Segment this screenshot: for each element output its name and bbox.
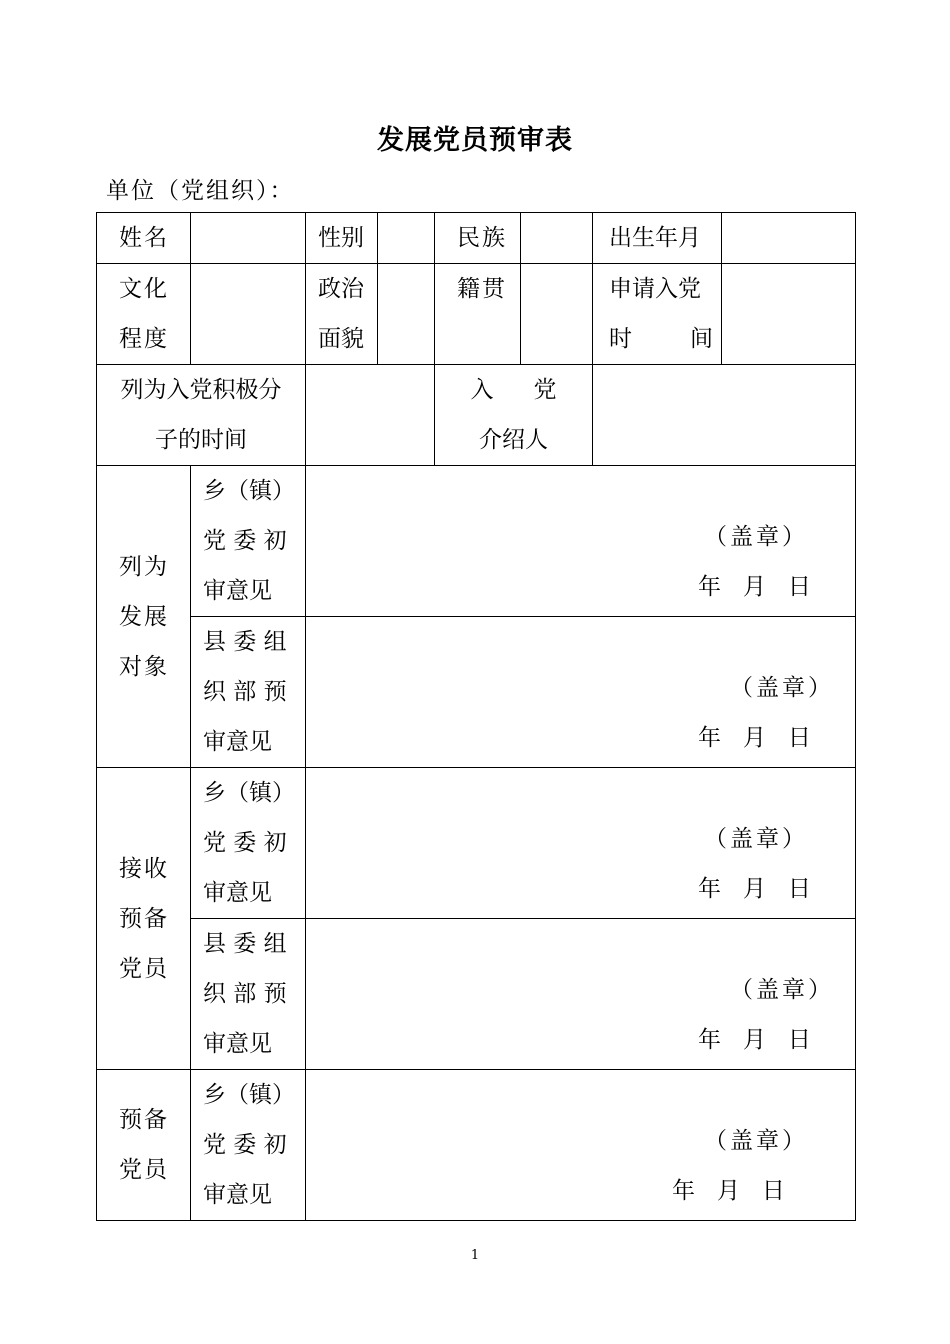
row-education (97, 264, 856, 365)
introducer-label-line2: 介绍人 (479, 427, 548, 453)
day-label: 日 (787, 574, 811, 600)
row-activist (97, 365, 856, 466)
political-field[interactable] (378, 264, 435, 365)
month-label: 月 (742, 574, 766, 600)
ethnicity-label: 民族 (435, 213, 521, 264)
page-title: 发展党员预审表 (377, 125, 573, 156)
opinion-line: 乡（镇） (203, 1082, 295, 1108)
apply-time-label (593, 264, 722, 365)
opinion-line: 乡（镇） (203, 478, 295, 504)
apply-time-char-1: 时 (609, 326, 632, 352)
row-development-town (97, 466, 856, 617)
opinion-line: 党 委 初 (203, 830, 287, 856)
introducer-field[interactable] (593, 365, 856, 466)
county-opinion-field[interactable] (306, 919, 856, 1070)
education-label-line1: 文化 (119, 276, 169, 302)
opinion-line: 审意见 (203, 578, 272, 604)
group-line: 预备 (119, 905, 169, 932)
birth-field[interactable] (722, 213, 856, 264)
row-probationary-county (97, 919, 856, 1070)
county-opinion-label (191, 617, 306, 768)
introducer-label-line1 (435, 365, 592, 415)
origin-field[interactable] (521, 264, 593, 365)
opinion-line: 审意见 (203, 729, 272, 755)
town-opinion-field[interactable] (306, 1070, 856, 1221)
opinion-line: 织 部 预 (203, 679, 287, 705)
education-label-line2: 程度 (119, 326, 169, 352)
opinion-line: 党 委 初 (203, 1132, 287, 1158)
date-line (698, 713, 811, 763)
activist-label-line2: 子的时间 (155, 427, 247, 453)
month-label: 月 (716, 1178, 740, 1204)
group-line: 党员 (119, 955, 169, 982)
group-line: 党员 (119, 1157, 169, 1183)
political-label (306, 264, 378, 365)
opinion-line: 县 委 组 (203, 931, 287, 957)
opinion-line: 审意见 (203, 880, 272, 906)
county-opinion-label (191, 919, 306, 1070)
political-label-line1: 政治 (318, 276, 364, 302)
day-label: 日 (787, 1027, 811, 1053)
introducer-char-1: 入 (470, 377, 494, 403)
day-label: 日 (761, 1178, 785, 1204)
town-opinion-field[interactable] (306, 768, 856, 919)
apply-time-label-line2 (609, 314, 721, 364)
date-line (672, 1166, 785, 1216)
name-label: 姓名 (97, 213, 191, 264)
origin-label: 籍贯 (435, 264, 521, 365)
page-number: 1 (470, 1248, 480, 1263)
town-opinion-field[interactable] (306, 466, 856, 617)
town-opinion-label (191, 1070, 306, 1221)
year-label: 年 (698, 574, 721, 600)
year-label: 年 (698, 876, 721, 902)
activist-time-label (97, 365, 306, 466)
seal-note: （盖章） (730, 675, 834, 701)
opinion-line: 织 部 预 (203, 981, 287, 1007)
day-label: 日 (787, 725, 811, 751)
activist-label-line1: 列为入党积极分 (120, 377, 282, 403)
group-line: 发展 (119, 603, 169, 630)
seal-note: （盖章） (704, 524, 808, 550)
opinion-line: 审意见 (203, 1182, 272, 1208)
group-line: 接收 (119, 855, 169, 882)
date-line (698, 562, 811, 612)
date-line (698, 1015, 811, 1065)
day-label: 日 (787, 876, 811, 902)
seal-note: （盖章） (730, 977, 834, 1003)
group-line: 对象 (119, 653, 169, 680)
education-field[interactable] (191, 264, 306, 365)
group-line: 预备 (119, 1107, 169, 1133)
opinion-line: 县 委 组 (203, 629, 287, 655)
birth-label: 出生年月 (593, 213, 722, 264)
development-target-label (97, 466, 191, 768)
introducer-label (435, 365, 593, 466)
gender-field[interactable] (378, 213, 435, 264)
year-label: 年 (672, 1178, 695, 1204)
row-development-county (97, 617, 856, 768)
activist-time-field[interactable] (306, 365, 435, 466)
apply-time-field[interactable] (722, 264, 856, 365)
group-line: 列为 (119, 553, 169, 580)
row-basic-info (97, 213, 856, 264)
introducer-char-2: 党 (533, 377, 557, 403)
row-probationary-member (97, 1070, 856, 1221)
name-field[interactable] (191, 213, 306, 264)
probationary-member-label (97, 1070, 191, 1221)
town-opinion-label (191, 466, 306, 617)
county-opinion-field[interactable] (306, 617, 856, 768)
receive-probationary-label (97, 768, 191, 1070)
month-label: 月 (742, 876, 766, 902)
seal-note: （盖章） (704, 1128, 808, 1154)
education-label (97, 264, 191, 365)
date-line (698, 864, 811, 914)
row-probationary-town (97, 768, 856, 919)
apply-time-char-2: 间 (690, 326, 713, 352)
seal-note: （盖章） (704, 826, 808, 852)
apply-time-label-line1: 申请入党 (609, 276, 701, 302)
ethnicity-field[interactable] (521, 213, 593, 264)
year-label: 年 (698, 725, 721, 751)
political-label-line2: 面貌 (318, 326, 364, 352)
preview-form-table (96, 212, 856, 1221)
opinion-line: 乡（镇） (203, 780, 295, 806)
year-label: 年 (698, 1027, 721, 1053)
opinion-line: 审意见 (203, 1031, 272, 1057)
month-label: 月 (742, 725, 766, 751)
unit-label: 单位（党组织）： (106, 178, 295, 204)
gender-label: 性别 (306, 213, 378, 264)
town-opinion-label (191, 768, 306, 919)
opinion-line: 党 委 初 (203, 528, 287, 554)
month-label: 月 (742, 1027, 766, 1053)
